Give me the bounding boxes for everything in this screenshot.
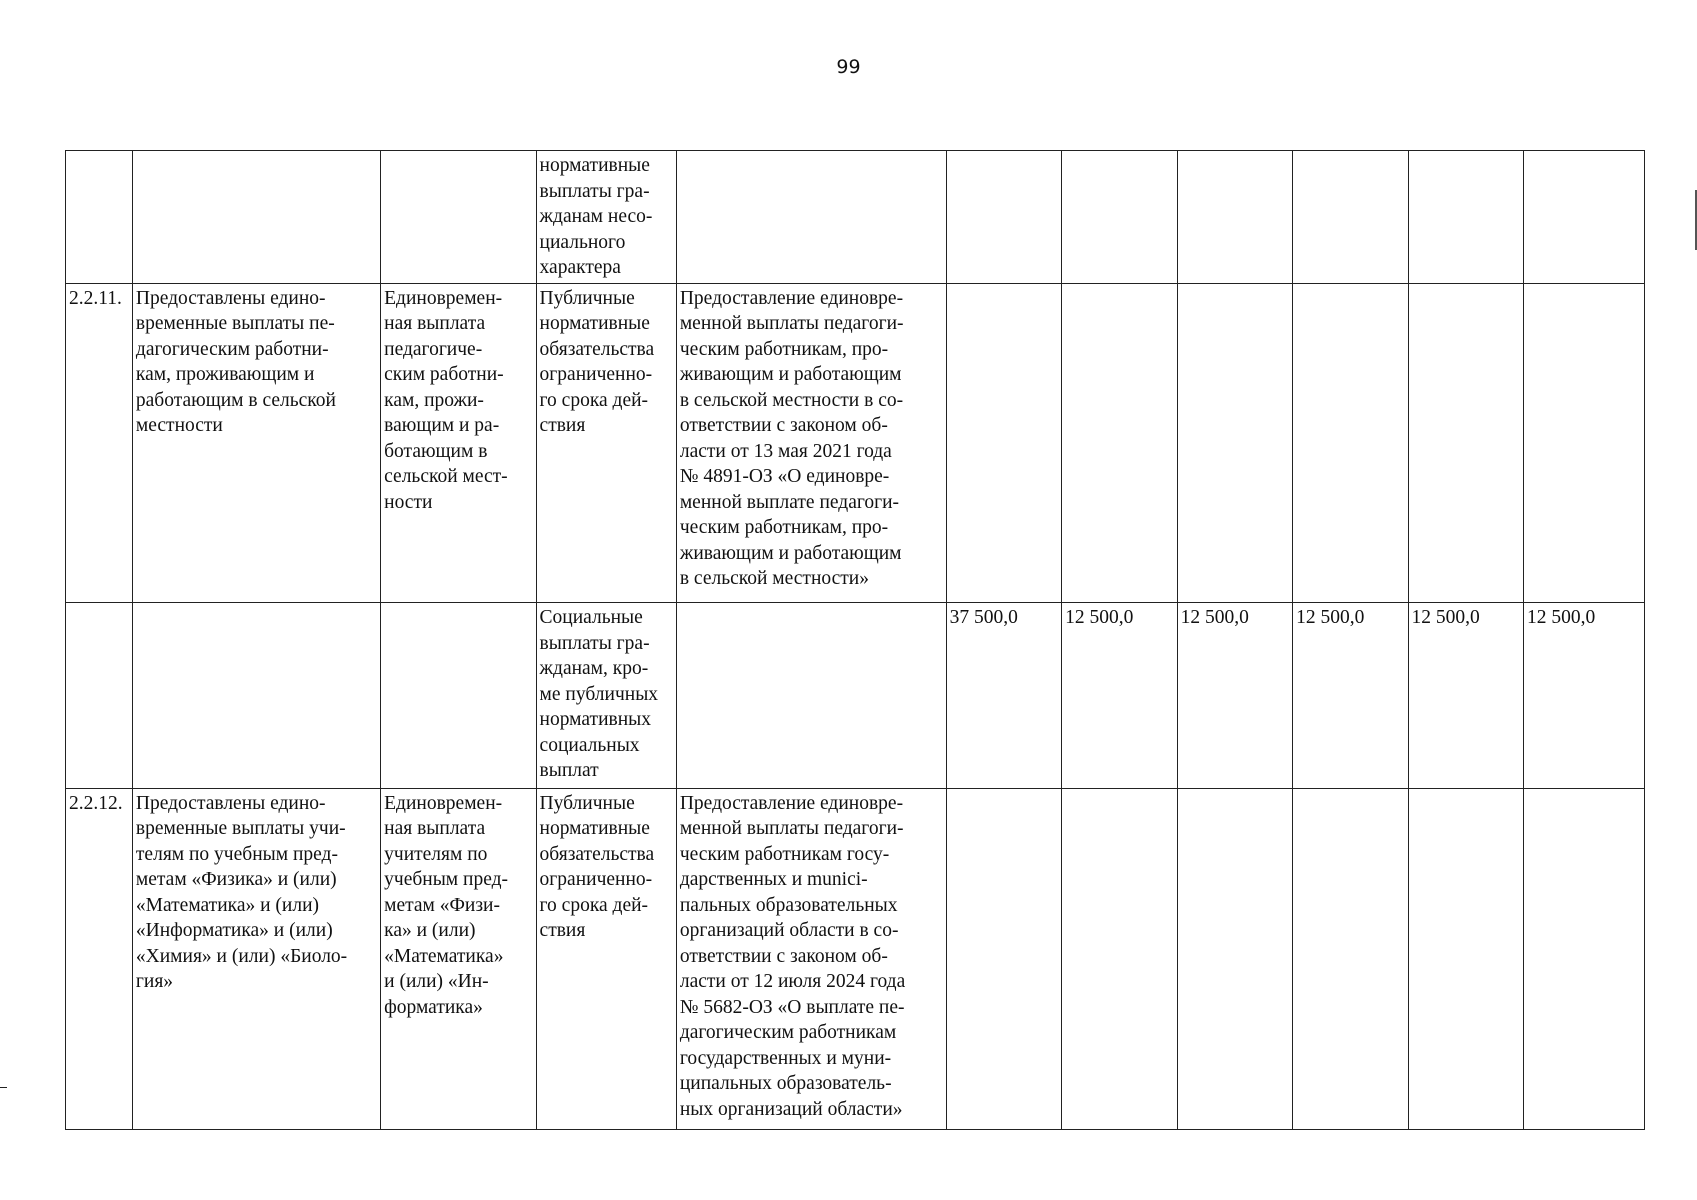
row-id <box>66 603 133 789</box>
value-cell-year-2: 12 500,0 <box>1177 603 1292 789</box>
value-cell-year-3: 12 500,0 <box>1293 603 1408 789</box>
value-cell-total <box>946 151 1061 284</box>
value-cell-year-4 <box>1408 151 1523 284</box>
measure-cell <box>381 603 536 789</box>
payment-type-cell: Публичные нормативные обязательства ограниченно- го срока дей- ствия <box>536 283 676 602</box>
value-cell-year-2 <box>1177 788 1292 1129</box>
table-row <box>66 788 1645 1129</box>
result-cell: Предоставлены едино- временные выплаты пе- дагогическим работни- кам, проживающим и работающим в сельской местности <box>132 283 380 602</box>
value-cell-year-3 <box>1293 151 1408 284</box>
payment-type-cell: нормативные выплаты гра- жданам несо- циального характера <box>536 151 676 284</box>
result-cell <box>132 603 380 789</box>
payment-type-cell: Социальные выплаты гра- жданам, кро- ме публичных нормативных социальных выплат <box>536 603 676 789</box>
legal-basis-cell <box>676 151 946 284</box>
legal-basis-cell: Предоставление единовре- менной выплаты педагоги- ческим работникам, про- живающим и работающим в сельской местности в со- ответствии с законом об- ласти от 13 мая 2021 года № 4891-ОЗ «О единовре- менной выплате педагоги- ческим работникам, про- живающим и работающим в сельской местности» <box>676 283 946 602</box>
row-id <box>66 151 133 284</box>
table-row <box>66 283 1645 602</box>
value-cell-year-4 <box>1408 283 1523 602</box>
value-cell-year-5 <box>1524 151 1645 284</box>
value-cell-year-1: 12 500,0 <box>1062 603 1177 789</box>
value-cell-year-3 <box>1293 283 1408 602</box>
value-cell-year-2 <box>1177 283 1292 602</box>
measure-cell <box>381 151 536 284</box>
value-cell-total <box>946 788 1061 1129</box>
value-cell-year-1 <box>1062 283 1177 602</box>
value-cell-year-1 <box>1062 788 1177 1129</box>
value-cell-year-5: 12 500,0 <box>1524 603 1645 789</box>
value-cell-total: 37 500,0 <box>946 603 1061 789</box>
measure-cell: Единовремен- ная выплата педагогиче- ским работни- кам, прожи- вающим и ра- ботающим в сельской мест- ности <box>381 283 536 602</box>
table-row <box>66 151 1645 284</box>
payment-type-cell: Публичные нормативные обязательства ограниченно- го срока дей- ствия <box>536 788 676 1129</box>
value-cell-year-5 <box>1524 283 1645 602</box>
budget-table <box>65 150 1645 1130</box>
margin-tick <box>0 1087 7 1088</box>
value-cell-year-1 <box>1062 151 1177 284</box>
table-row <box>66 603 1645 789</box>
value-cell-year-4: 12 500,0 <box>1408 603 1523 789</box>
row-id: 2.2.11. <box>66 283 133 602</box>
row-id: 2.2.12. <box>66 788 133 1129</box>
value-cell-total <box>946 283 1061 602</box>
page-number: 99 <box>836 56 861 78</box>
measure-cell: Единовремен- ная выплата учителям по учебным пред- метам «Физи- ка» и (или) «Математика» и (или) «Ин- форматика» <box>381 788 536 1129</box>
value-cell-year-2 <box>1177 151 1292 284</box>
legal-basis-cell <box>676 603 946 789</box>
value-cell-year-5 <box>1524 788 1645 1129</box>
result-cell <box>132 151 380 284</box>
legal-basis-cell: Предоставление единовре- менной выплаты педагоги- ческим работникам госу- дарственных и munici- пальных образовательных организаций области в со- ответствии с законом об- ласти от 12 июля 2024 года № 5682-ОЗ «О выплате пе- дагогическим работникам государственных и муни- ципальных образователь- ных организаций области» <box>676 788 946 1129</box>
result-cell: Предоставлены едино- временные выплаты учи- телям по учебным пред- метам «Физика» и (или) «Математика» и (или) «Информатика» и (или) «Химия» и (или) «Биоло- гия» <box>132 788 380 1129</box>
value-cell-year-3 <box>1293 788 1408 1129</box>
value-cell-year-4 <box>1408 788 1523 1129</box>
